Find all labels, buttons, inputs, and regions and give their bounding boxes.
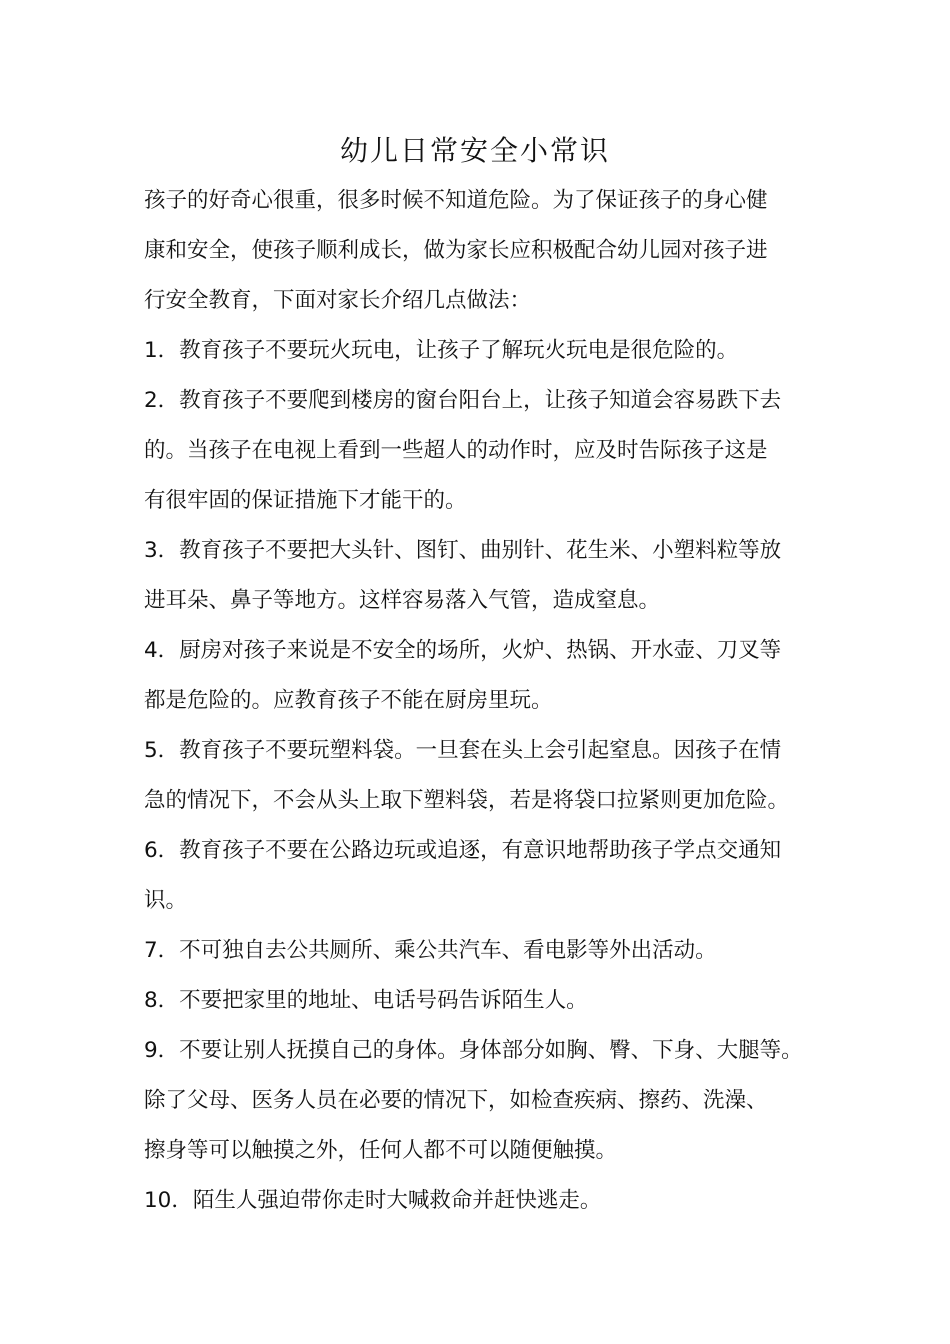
list-item-3: [144, 526, 824, 626]
paragraph-line: 康和安全，使孩子顺利成长，做为家长应积极配合幼儿园对孩子进: [144, 238, 768, 263]
list-item-8: [144, 976, 824, 1026]
paragraph-line: 急的情况下，不会从头上取下塑料袋，若是将袋口拉紧则更加危险。: [144, 788, 790, 813]
document-body: [144, 176, 824, 1226]
paragraph-line: 6．教育孩子不要在公路边玩或追逐，有意识地帮助孩子学点交通知: [144, 838, 782, 863]
list-item-6: [144, 826, 824, 926]
list-item-10: [144, 1176, 824, 1226]
document-title: 幼儿日常安全小常识: [339, 134, 610, 167]
list-item-4: [144, 626, 824, 726]
paragraph-line: 识。: [144, 888, 188, 913]
paragraph-line: 擦身等可以触摸之外，任何人都不可以随便触摸。: [144, 1138, 618, 1163]
paragraph-line: 1．教育孩子不要玩火玩电，让孩子了解玩火玩电是很危险的。: [144, 338, 739, 363]
intro-paragraph: [144, 176, 824, 326]
paragraph-line: 行安全教育，下面对家长介绍几点做法：: [144, 288, 532, 313]
paragraph-line: 8．不要把家里的地址、电话号码告诉陌生人。: [144, 988, 588, 1013]
paragraph-line: 3．教育孩子不要把大头针、图钉、曲别针、花生米、小塑料粒等放: [144, 538, 782, 563]
paragraph-line: 2．教育孩子不要爬到楼房的窗台阳台上，让孩子知道会容易跌下去: [144, 388, 782, 413]
list-item-7: [144, 926, 824, 976]
list-item-9: [144, 1026, 824, 1176]
paragraph-line: 4．厨房对孩子来说是不安全的场所，火炉、热锅、开水壶、刀叉等: [144, 638, 782, 663]
paragraph-line: 5．教育孩子不要玩塑料袋。一旦套在头上会引起窒息。因孩子在情: [144, 738, 782, 763]
list-item-1: [144, 326, 824, 376]
paragraph-line: 10．陌生人强迫带你走时大喊救命并赶快逃走。: [144, 1188, 602, 1213]
paragraph-line: 进耳朵、鼻子等地方。这样容易落入气管，造成窒息。: [144, 588, 661, 613]
paragraph-line: 9．不要让别人抚摸自己的身体。身体部分如胸、臀、下身、大腿等。: [144, 1038, 803, 1063]
paragraph-line: 有很牢固的保证措施下才能干的。: [144, 488, 467, 513]
list-item-5: [144, 726, 824, 826]
paragraph-line: 孩子的好奇心很重，很多时候不知道危险。为了保证孩子的身心健: [144, 188, 768, 213]
paragraph-line: 7．不可独自去公共厕所、乘公共汽车、看电影等外出活动。: [144, 938, 717, 963]
paragraph-line: 都是危险的。应教育孩子不能在厨房里玩。: [144, 688, 553, 713]
paragraph-line: 的。当孩子在电视上看到一些超人的动作时，应及时告际孩子这是: [144, 438, 768, 463]
list-item-2: [144, 376, 824, 526]
paragraph-line: 除了父母、医务人员在必要的情况下，如检查疾病、擦药、洗澡、: [144, 1088, 768, 1113]
